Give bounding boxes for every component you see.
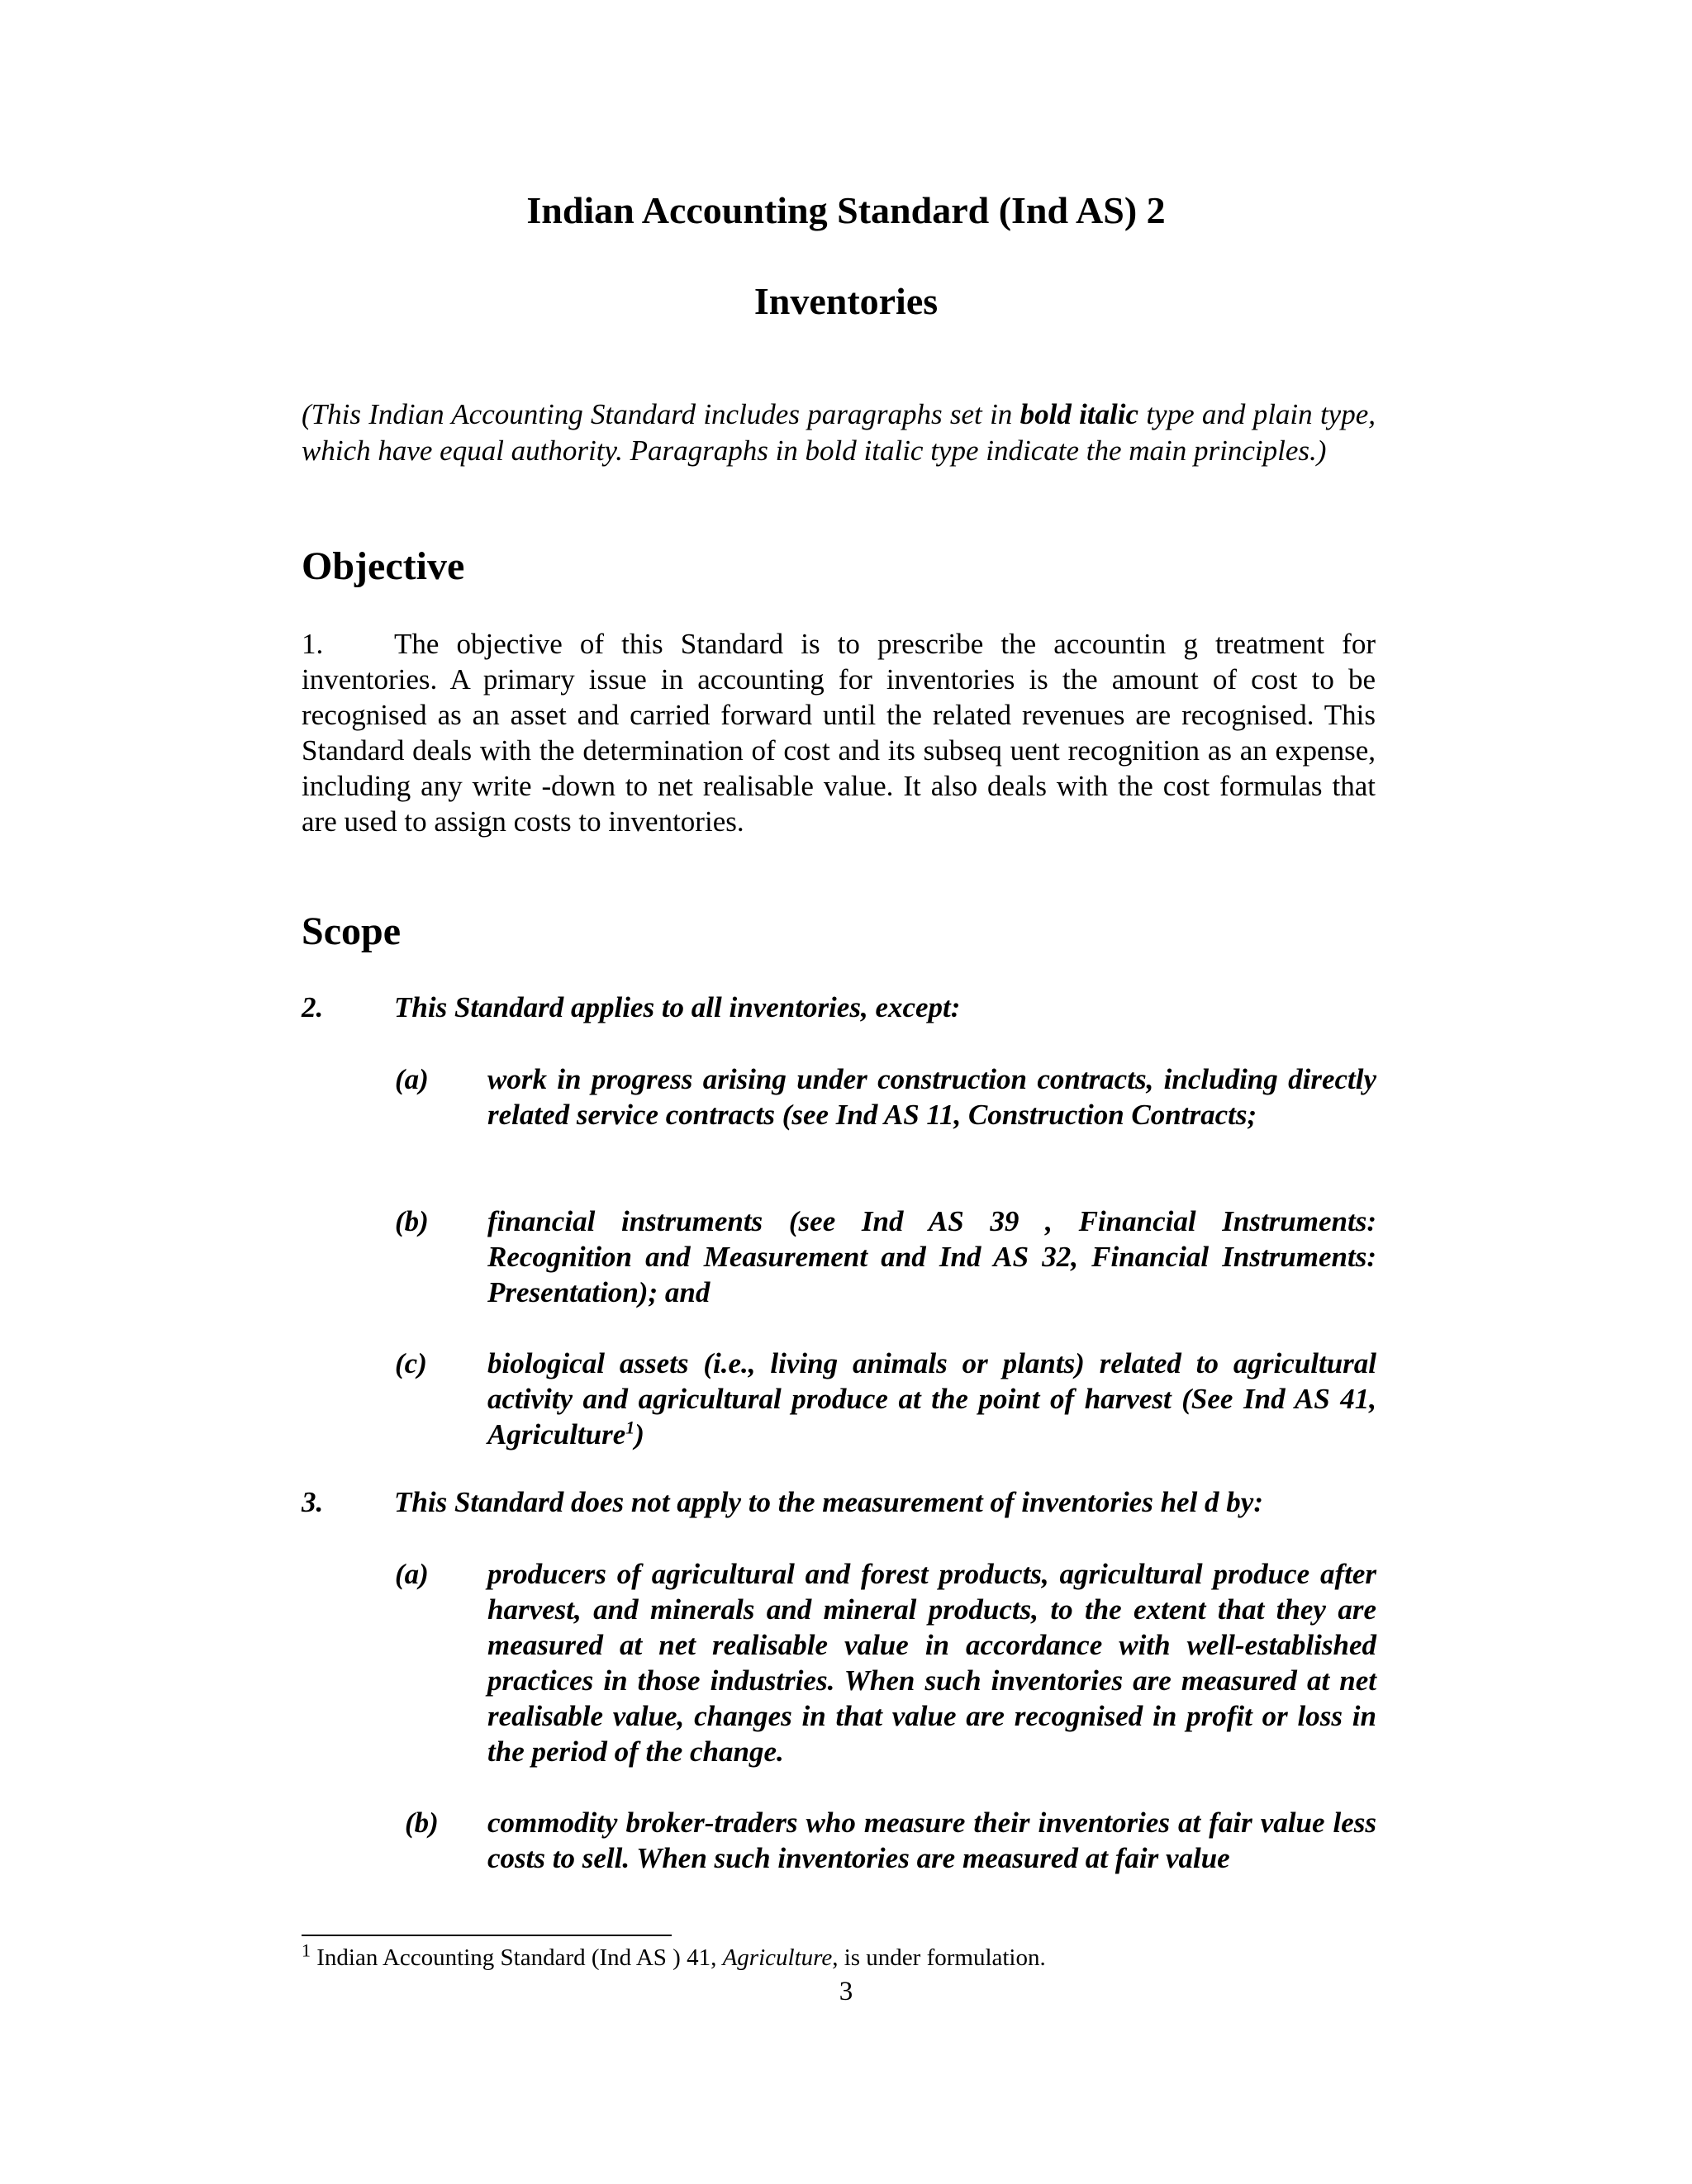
list-item-text: producers of agricultural and forest products, agricultural produce after harvest, and minerals and mineral products, to the extent that they are measured at net realisable value in accordance with well-established practices in those industries. When such inventories are measured at net realisable value, changes in that value are recognised in profit or loss in the period of the change. xyxy=(487,1558,1376,1768)
footnote-reference: 1 xyxy=(625,1417,635,1438)
paragraph-2-text: This Standard applies to all inventories, except: xyxy=(394,991,961,1023)
list-item-text: work in progress arising under construction contracts, including directly related service contracts (see Ind AS 11, Construction Contracts; xyxy=(487,1063,1376,1131)
footnote-italic: Agriculture xyxy=(722,1944,833,1971)
page-number: 3 xyxy=(839,1977,853,2006)
paragraph-2-number: 2. xyxy=(302,991,324,1023)
list-item-label: (c) xyxy=(395,1347,427,1379)
paragraph-1-text: The objective of this Standard is to prescribe the accountin g treatment for inventories. A primary issue in accounting for inventories is the amount of cost to be recognised as an asset and carried forward until the related revenues are recognised. This Standard deals with the determination of cost and its subseq uent recognition as an expense, including any write -down to net realisable value. It also deals with the cost formulas that are used to assign costs to inventories. xyxy=(302,628,1376,838)
list-item-text-end: ) xyxy=(634,1418,644,1450)
list-item-label: (a) xyxy=(395,1558,429,1590)
list-item-text-wrapper xyxy=(487,1346,1376,1452)
footnote-text-end: , is under formulation. xyxy=(832,1944,1046,1971)
scope-heading: Scope xyxy=(302,909,401,953)
paragraph-1-number: 1. xyxy=(302,628,324,660)
footnote-text: Indian Accounting Standard (Ind AS ) 41, xyxy=(311,1944,723,1971)
list-item-text: commodity broker-traders who measure their inventories at fair value less costs to sell. When such inventories are measured at fair value xyxy=(487,1807,1376,1874)
list-item-label: (b) xyxy=(405,1807,439,1839)
document-subtitle: Inventories xyxy=(753,280,939,322)
list-item-label: (b) xyxy=(395,1205,429,1237)
document-title: Indian Accounting Standard (Ind AS) 2 xyxy=(526,189,1166,231)
list-item-label: (a) xyxy=(395,1063,429,1095)
intro-bold-term: bold italic xyxy=(1019,398,1139,430)
footnote xyxy=(302,1939,1046,1973)
objective-heading: Objective xyxy=(302,544,465,588)
paragraph-3-text: This Standard does not apply to the measurement of inventories hel d by: xyxy=(394,1486,1263,1518)
list-item-text: financial instruments (see Ind AS 39 , Financial Instruments: Recognition and Measurement and Ind AS 32, Financial Instruments: Presentation); and xyxy=(487,1205,1376,1308)
intro-note xyxy=(302,396,1376,469)
paragraph-1 xyxy=(302,626,1376,839)
footnote-marker: 1 xyxy=(302,1939,311,1961)
list-item-text: biological assets (i.e., living animals or plants) related to agricultural activity and agricultural produce at the point of harvest (See Ind AS 41, Agriculture xyxy=(487,1347,1376,1450)
intro-text-end: type and plain type, which have equal authority. Paragraphs in bold italic type indicate the main principles.) xyxy=(302,398,1376,467)
paragraph-3-number: 3. xyxy=(302,1486,324,1518)
footnote-divider xyxy=(302,1935,672,1936)
intro-text-start: (This Indian Accounting Standard includes paragraphs set in xyxy=(302,398,1020,430)
